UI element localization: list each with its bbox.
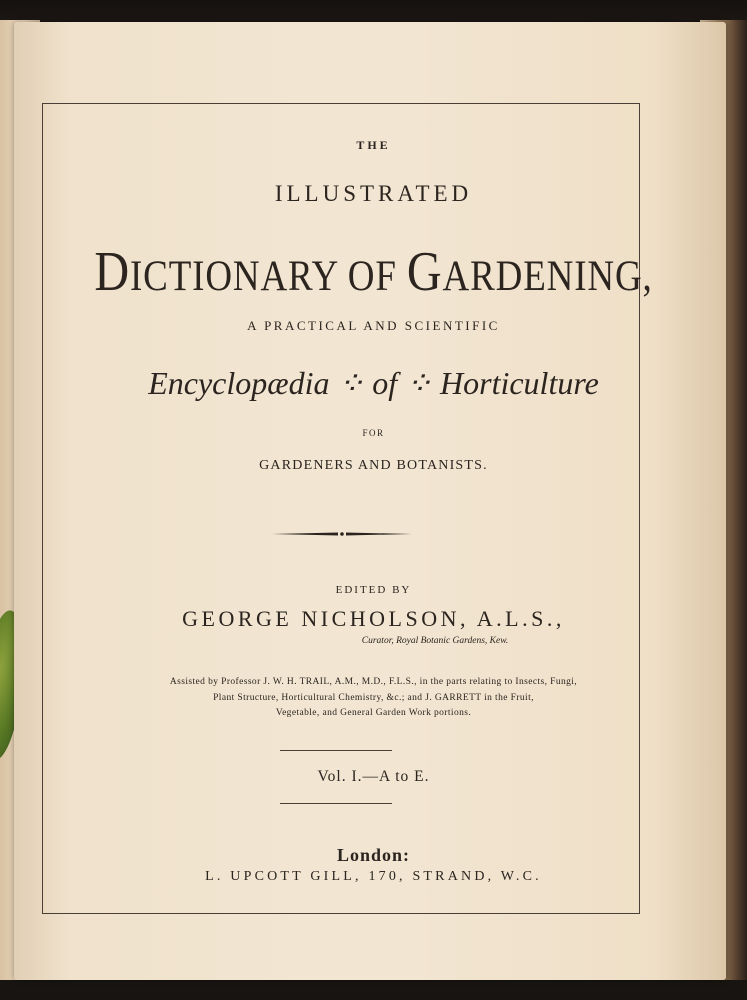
audience-text: GARDENERS AND BOTANISTS. [259, 458, 488, 473]
assisted-line-2: Plant Structure, Horticultural Chemistry, &c.; and J. GARRETT in the Fruit, [213, 693, 534, 703]
imprint-publisher: L. UPCOTT GILL, 170, STRAND, W.C. [205, 869, 542, 884]
editor-name: GEORGE NICHOLSON, A.L.S., [182, 606, 565, 631]
title-gardening-rest: ARDENING, [442, 253, 653, 300]
title-gardening-initial: G [406, 241, 443, 303]
imprint-city: London: [336, 845, 411, 865]
assisted-line-1: Assisted by Professor J. W. H. TRAIL, A.M., M.D., F.L.S., in the parts relating to Insects, Fungi, [169, 677, 578, 687]
editor-role: Curator, Royal Botanic Gardens, Kew. [361, 636, 509, 646]
volume-rule-top [280, 750, 392, 751]
volume-rule-bottom [280, 803, 392, 804]
volume-label: Vol. I.—A to E. [317, 768, 430, 785]
title-illustrated: ILLUSTRATED [274, 181, 473, 206]
edited-by-label: EDITED BY [335, 584, 412, 596]
title-main [52, 240, 694, 304]
page-border-frame [42, 103, 640, 914]
encyclopaedia-title: Encyclopædia ⁘ of ⁘ Horticulture [148, 365, 599, 401]
title-the: THE [356, 138, 391, 152]
title-dictionary-initial: D [94, 241, 130, 303]
title-dictionary-rest: ICTIONARY OF [129, 253, 407, 300]
assisted-line-3: Vegetable, and General Garden Work portions. [275, 708, 472, 718]
subtitle: A PRACTICAL AND SCIENTIFIC [247, 318, 500, 333]
for-text: FOR [362, 428, 385, 438]
ornament-divider [272, 532, 412, 536]
